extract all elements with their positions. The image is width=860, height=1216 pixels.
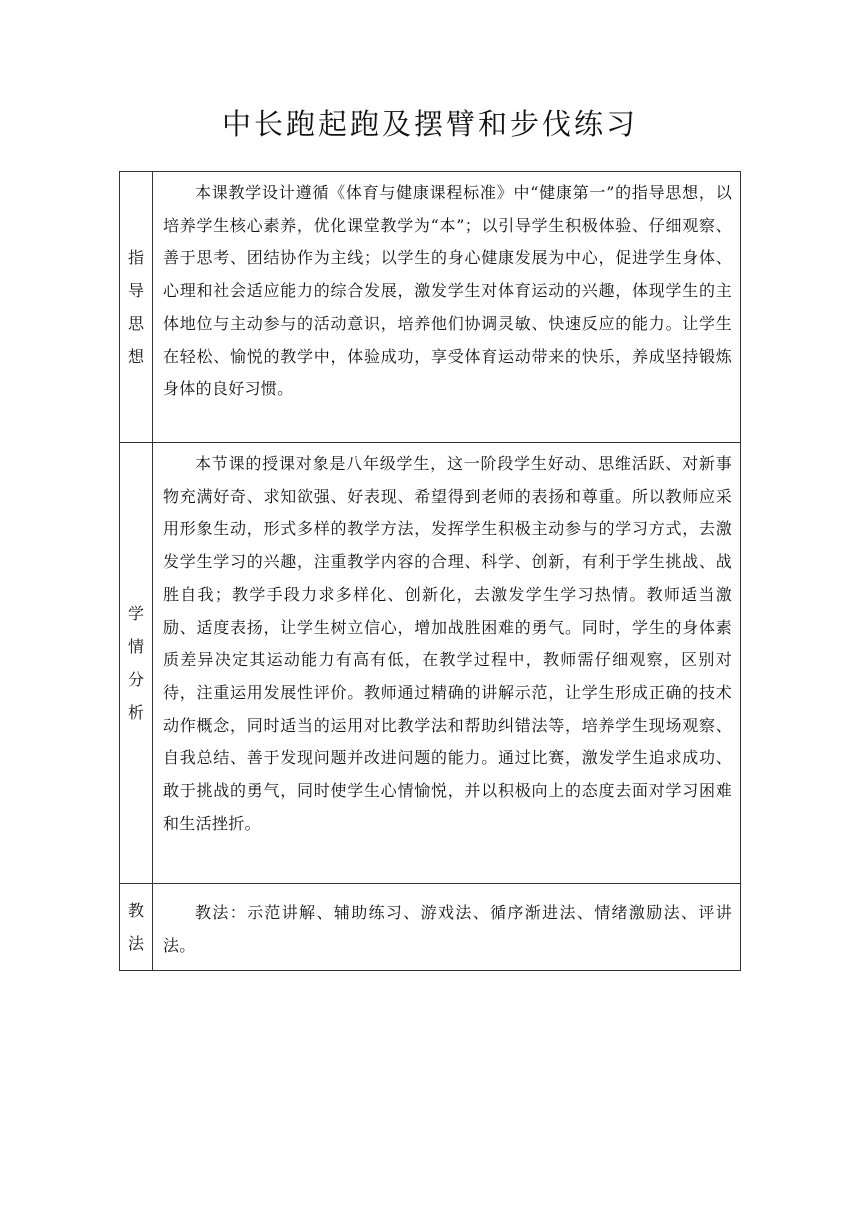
row-content-cell bbox=[153, 884, 741, 971]
student-analysis-text: 本节课的授课对象是八年级学生，这一阶段学生好动、思维活跃、对新事物充满好奇、求知欲强、好表现、希望得到老师的表扬和尊重。所以教师应采用形象生动，形式多样的教学方法，发挥学生积极主动参与的学习方式，去激发学生学习的兴趣，注重教学内容的合理、科学、创新，有利于学生挑战、战胜自我；教学手段力求多样化、创新化，去激发学生学习热情。教师适当激励、适度表扬，让学生树立信心，增加战胜困难的勇气。同时，学生的身体素质差异决定其运动能力有高有低，在教学过程中，教师需仔细观察，区别对待，注重运用发展性评价。教师通过精确的讲解示范，让学生形成正确的技术动作概念，同时适当的运用对比教学法和帮助纠错法等，培养学生现场观察、自我总结、善于发现问题并改进问题的能力。通过比赛，激发学生追求成功、敢于挑战的勇气，同时使学生心情愉悦，并以积极向上的态度去面对学习困难和生活挫折。 bbox=[163, 454, 732, 833]
row-label-teaching-methods: 教法 bbox=[128, 901, 145, 954]
row-label-cell bbox=[120, 172, 153, 443]
row-label-cell bbox=[120, 884, 153, 971]
row-content-cell bbox=[153, 443, 741, 884]
table-row-guiding-thought bbox=[120, 172, 741, 443]
row-content-cell bbox=[153, 172, 741, 443]
table-row-teaching-methods bbox=[120, 884, 741, 971]
row-label-cell bbox=[120, 443, 153, 884]
page-title: 中长跑起跑及摆臂和步伐练习 bbox=[221, 107, 638, 141]
lesson-plan-table bbox=[119, 171, 741, 971]
table-row-student-analysis bbox=[120, 443, 741, 884]
teaching-methods-text: 教法：示范讲解、辅助练习、游戏法、循序渐进法、情绪激励法、评讲法。 bbox=[163, 903, 732, 955]
guiding-thought-text: 本课教学设计遵循《体育与健康课程标准》中“健康第一”的指导思想，以培养学生核心素养，优化课堂教学为“本”；以引导学生积极体验、仔细观察、善于思考、团结协作为主线；以学生的身心健康发展为中心，促进学生身体、心理和社会适应能力的综合发展，激发学生对体育运动的兴趣，体现学生的主体地位与主动参与的活动意识，培养他们协调灵敏、快速反应的能力。让学生在轻松、愉悦的教学中，体验成功，享受体育运动带来的快乐，养成坚持锻炼身体的良好习惯。 bbox=[163, 183, 732, 399]
row-label-student-analysis: 学情分析 bbox=[128, 604, 145, 722]
row-label-guiding-thought: 指导思想 bbox=[128, 248, 145, 366]
